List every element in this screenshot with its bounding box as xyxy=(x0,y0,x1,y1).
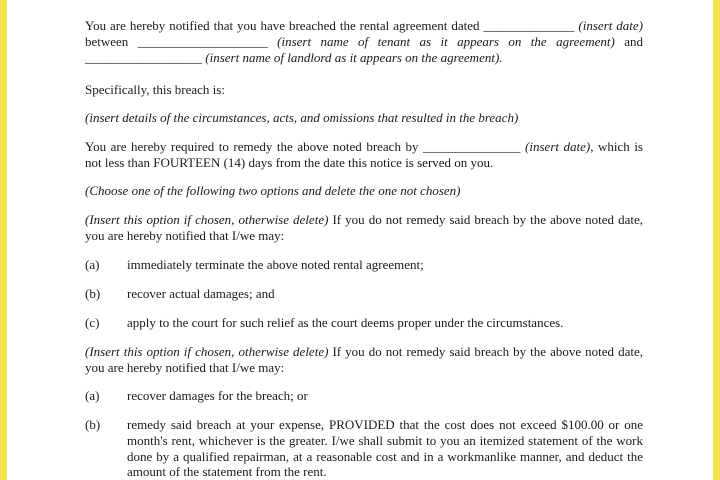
item-number: (a) xyxy=(85,257,100,272)
choose-option-hint: (Choose one of the following two options and delete the one not chosen) xyxy=(85,183,461,198)
specifically-text: Specifically, this breach is: xyxy=(85,82,225,97)
details-paragraph xyxy=(85,110,643,126)
document-page xyxy=(7,0,713,480)
option-1-note: (Insert this option if chosen, otherwise delete) xyxy=(85,212,329,227)
insert-details-hint: (insert details of the circumstances, acts, and omissions that resulted in the breach) xyxy=(85,110,519,125)
tenant-blank: between ____________________ xyxy=(85,33,278,49)
option-2-paragraph xyxy=(85,344,643,376)
option-2-note: (Insert this option if chosen, otherwise delete) xyxy=(85,344,329,359)
item-text: recover damages for the breach; or xyxy=(127,388,308,403)
item-number: (b) xyxy=(85,417,101,432)
remedy-date-hint: (insert date) xyxy=(525,139,591,154)
insert-date-hint: (insert date) xyxy=(578,18,643,33)
item-text: remedy said breach at your expense, PROVIDED that the cost does not exceed $100.00 or one month's rent, whichever is the greater. I/we shall submit to you an itemized statement of the work done by a qualified repairman, at a reasonable cost and in a workmanlike manner, and deduct the amount of the statement from the rent. xyxy=(127,417,643,480)
item-text: immediately terminate the above noted rental agreement; xyxy=(127,257,424,272)
option-2-text: If you do not remedy said breach by the above noted date, you are hereby notified that I/we may: xyxy=(85,344,643,375)
choose-paragraph xyxy=(85,183,643,199)
specifically-paragraph xyxy=(85,82,643,98)
insert-landlord-hint: __________________ (insert name of landlord as it appears on the agreement). xyxy=(85,49,503,65)
item-number: (b) xyxy=(85,286,101,301)
item-text: apply to the court for such relief as the court deems proper under the circumstances. xyxy=(127,315,564,330)
remedy-text-end: , which is not less than FOURTEEN (14) days from the date this notice is served on you. xyxy=(85,139,643,170)
option-1-text: If you do not remedy said breach by the above noted date, you are hereby notified that I/we may: xyxy=(85,212,643,243)
item-text: recover actual damages; and xyxy=(127,286,275,301)
and-text: and xyxy=(614,33,643,49)
item-number: (c) xyxy=(85,315,100,330)
remedy-text: You are hereby required to remedy the above noted breach by _______________ xyxy=(85,139,526,154)
breach-paragraph xyxy=(85,18,643,65)
breach-text: You are hereby notified that you have breached the rental agreement dated ______________ xyxy=(85,18,579,33)
item-number: (a) xyxy=(85,388,100,403)
insert-tenant-hint: (insert name of tenant as it appears on the agreement) xyxy=(277,33,615,49)
option-1-paragraph xyxy=(85,212,643,244)
remedy-paragraph xyxy=(85,139,643,171)
